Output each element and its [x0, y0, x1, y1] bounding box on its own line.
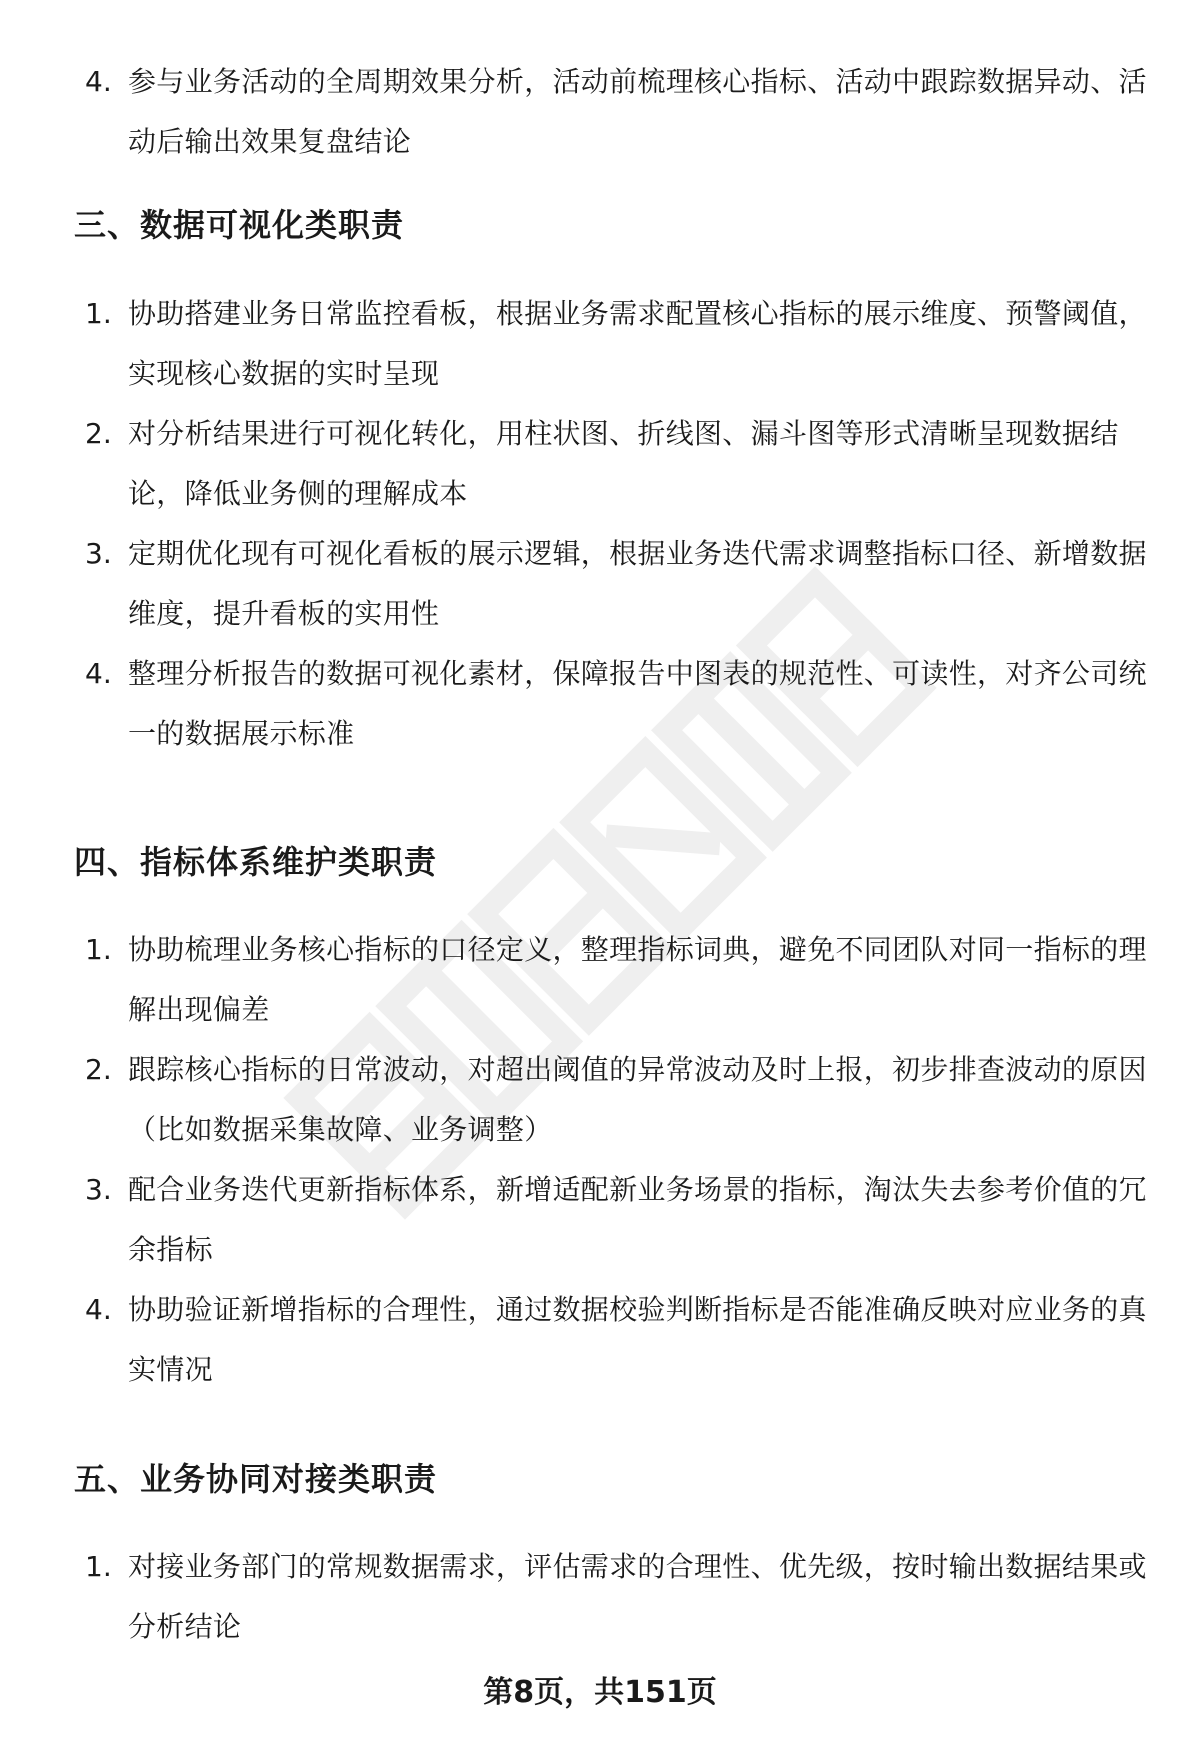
item-number: 3. [85, 537, 112, 570]
item-text: 对接业务部门的常规数据需求，评估需求的合理性、优先级，按时输出数据结果或分析结论 [128, 1550, 1147, 1643]
section-heading: 五、业务协同对接类职责 [74, 1460, 438, 1498]
item-number: 1. [85, 297, 112, 330]
item-text: 参与业务活动的全周期效果分析，活动前梳理核心指标、活动中跟踪数据异动、活动后输出效果复盘结论 [128, 65, 1147, 158]
item-text: 跟踪核心指标的日常波动，对超出阈值的异常波动及时上报，初步排查波动的原因（比如数据采集故障、业务调整） [128, 1053, 1147, 1146]
section-heading: 三、数据可视化类职责 [74, 206, 405, 244]
page-footer: 第8页，共151页 [483, 1675, 717, 1710]
item-number: 3. [85, 1173, 112, 1206]
item-text: 配合业务迭代更新指标体系，新增适配新业务场景的指标，淘汰失去参考价值的冗余指标 [128, 1173, 1147, 1266]
item-number: 4. [85, 657, 112, 690]
item-number: 1. [85, 933, 112, 966]
item-number: 1. [85, 1550, 112, 1583]
item-text: 整理分析报告的数据可视化素材，保障报告中图表的规范性、可读性，对齐公司统一的数据展示标准 [128, 657, 1147, 750]
item-number: 2. [85, 417, 112, 450]
item-number: 4. [85, 1293, 112, 1326]
item-text: 协助梳理业务核心指标的口径定义，整理指标词典，避免不同团队对同一指标的理解出现偏差 [128, 933, 1147, 1026]
item-number: 4. [85, 65, 112, 98]
item-text: 定期优化现有可视化看板的展示逻辑，根据业务迭代需求调整指标口径、新增数据维度，提升看板的实用性 [128, 537, 1147, 630]
item-text: 协助验证新增指标的合理性，通过数据校验判断指标是否能准确反映对应业务的真实情况 [128, 1293, 1147, 1386]
item-number: 2. [85, 1053, 112, 1086]
item-text: 协助搭建业务日常监控看板，根据业务需求配置核心指标的展示维度、预警阈值，实现核心数据的实时呈现 [128, 297, 1147, 390]
item-text: 对分析结果进行可视化转化，用柱状图、折线图、漏斗图等形式清晰呈现数据结论，降低业务侧的理解成本 [128, 417, 1119, 510]
section-heading: 四、指标体系维护类职责 [74, 843, 438, 881]
